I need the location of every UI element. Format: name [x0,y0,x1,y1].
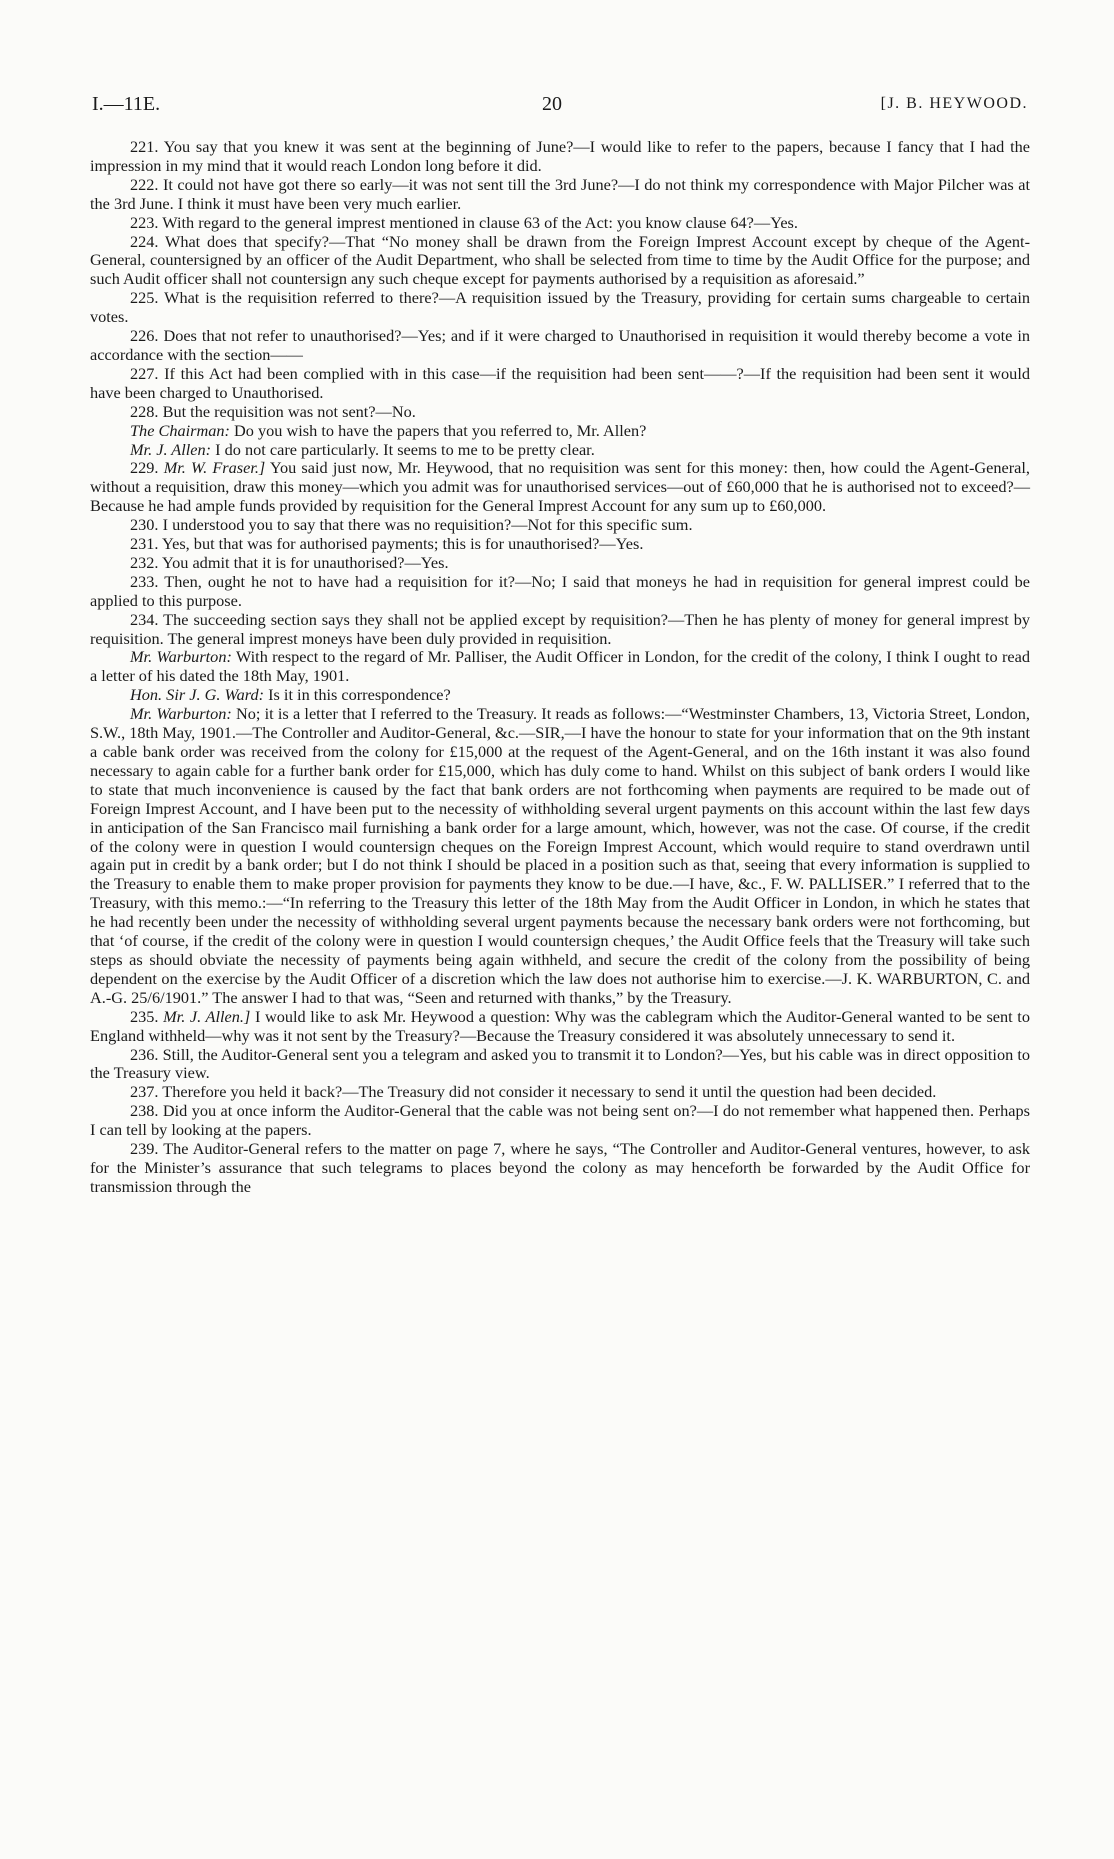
paragraph: 239. The Auditor-General refers to the matter on page 7, where he says, “The Controller and Auditor-General ventures, however, to ask for the Minister’s assurance that such telegrams to places beyond the colony as may henceforth be forwarded by the Audit Office for transmission through the [90,1139,1031,1196]
page-number: 20 [542,93,562,115]
paragraph: 222. It could not have got there so early—it was not sent till the 3rd June?—I do not think my correspondence with Major Pilcher was at the 3rd June. I think it must have been very much earlier. [90,174,1030,213]
paragraph: 235. Mr. J. Allen.] I would like to ask Mr. Heywood a question: Why was the cablegram which the Auditor-General wanted to be sent to England withheld—why was it not sent by the Treasury?—Because the Treasury considered it was absolutely unnecessary to send it. [90,1006,1030,1045]
paragraph: 238. Did you at once inform the Auditor-General that the cable was not being sent on?—I do not remember what happened then. Perhaps I can tell by looking at the papers. [90,1101,1030,1140]
paragraph: Mr. J. Allen: I do not care particularly. It seems to me to be pretty clear. [130,439,595,459]
paragraph: 225. What is the requisition referred to there?—A requisition issued by the Treasury, providing for certain sums chargeable to certain votes. [90,288,1031,327]
paragraph: 223. With regard to the general imprest mentioned in clause 63 of the Act: you know clause 64?—Yes. [130,212,798,232]
paragraph: 233. Then, ought he not to have had a requisition for it?—No; I said that moneys he had in requisition for general imprest could be applied to this purpose. [90,571,1030,610]
paragraph: 221. You say that you knew it was sent at the beginning of June?—I would like to refer to the papers, because I fancy that I had the impression in my mind that it would reach London long before it did. [90,137,1030,175]
paragraph: 234. The succeeding section says they shall not be applied except by requisition?—Then he has plenty of money for general imprest by requisition. The general imprest moneys have been duly provided in requisition. [90,609,1030,648]
paragraph: 229. Mr. W. Fraser.] You said just now, Mr. Heywood, that no requisition was sent for this money: then, how could the Agent-General, without a requisition, draw this money—which you admit was for unauthorised services—out of £60,000 that he is authorised not to exceed?—Because he had ample funds provided by requisition for the General Imprest Account for any sum up to £60,000. [90,458,1030,516]
page-header [88,92,1028,122]
speaker-label: Mr. W. Fraser.] [163,458,266,478]
paragraph: 230. I understood you to say that there was no requisition?—Not for this specific sum. [130,515,693,535]
paragraph: 226. Does that not refer to unauthorised?—Yes; and if it were charged to Unauthorised in requisition it would thereby become a vote in accordance with the section—— [90,326,1030,364]
paragraph: Mr. Warburton: With respect to the regard of Mr. Palliser, the Audit Officer in London, for the credit of the colony, I think I ought to read a letter of his dated the 18th May, 1901. [90,647,1030,686]
speaker-label: Mr. Warburton: [130,704,232,724]
paragraph: Mr. Warburton: No; it is a letter that I referred to the Treasury. It reads as follows:—“Westminster Chambers, 13, Victoria Street, London, S.W., 18th May, 1901.—The Controller and Auditor-General, &c.—SIR,—I have the honour to state for your information that on the 9th instant a cable bank order was received from the colony for £15,000 at the request of the Agent-General, and on the 16th instant it was also found necessary to again cable for a further bank order for £15,000, which has duly come to hand. Whilst on this subject of bank orders I would like to state that much inconvenience is caused by the fact that bank orders are not forthcoming when payments are required to be made out of Foreign Imprest Account, and I have been put to the necessity of withholding several urgent payments on this account within the last few days in anticipation of the San Francisco mail furnishing a bank order for a large amount, which, however, was not the case. Of course, if the credit of the colony were in question I would countersign cheques on the Foreign Imprest Account, which would require to stand overdrawn until again put in credit by a bank order; but I do not think I should be placed in a position such as that, seeing that every information is supplied to the Treasury to enable them to make proper provision for payments they know to be due.—I have, &c., F. W. PALLISER.” I referred that to the Treasury, with this memo.:—“In referring to the Treasury this letter of the 18th May from the Audit Officer in London, in which he states that he had recently been under the necessity of withholding several urgent payments because the necessary bank orders were not forthcoming, but that ‘of course, if the credit of the colony were in question I would countersign cheques,’ the Audit Office feels that the Treasury will take such steps as should obviate the necessity of payments being again withheld, and secure the credit of the colony from the possibility of being dependent on the exercise by the Audit Officer of a discretion which the law does not authorise him to exercise.—J. K. WARBURTON, C. and A.-G. 25/6/1901.” The answer I had to that was, “Seen and returned with thanks,” by the Treasury. [90,704,1030,1007]
paragraph: 236. Still, the Auditor-General sent you a telegram and asked you to transmit it to London?—Yes, but his cable was in direct opposition to the Treasury view. [90,1044,1030,1083]
paragraph: 232. You admit that it is for unauthorised?—Yes. [130,552,449,572]
paragraph: The Chairman: Do you wish to have the papers that you referred to, Mr. Allen? [130,420,647,440]
paragraph: 228. But the requisition was not sent?—No. [130,401,416,421]
paragraph: 224. What does that specify?—That “No money shall be drawn from the Foreign Imprest Account except by cheque of the Agent-General, countersigned by an officer of the Audit Department, who shall be selected from time to time by the Audit Office for the purpose; and such Audit officer shall not countersign any such cheque except for payments authorised by a requisition as aforesaid.” [90,231,1030,289]
speaker-label: Mr. Warburton: [130,647,232,667]
paragraph: 227. If this Act had been complied with in this case—if the requisition had been sent——?—If the requisition had been sent it would have been charged to Unauthorised. [90,363,1030,402]
speaker-label: Hon. Sir J. G. Ward: [130,685,265,705]
speaker-label: The Chairman: [130,420,230,440]
speaker-label: Mr. J. Allen: [130,439,212,459]
document-reference: I.—11E. [92,93,161,115]
witness-name: [J. B. HEYWOOD. [880,95,1028,112]
transcript-body [90,138,1030,1197]
paragraph: Hon. Sir J. G. Ward: Is it in this correspondence? [130,685,451,705]
paragraph: 237. Therefore you held it back?—The Treasury did not consider it necessary to send it until the question had been decided. [130,1082,937,1102]
paragraph: 231. Yes, but that was for authorised payments; this is for unauthorised?—Yes. [130,534,644,554]
speaker-label: Mr. J. Allen.] [163,1006,251,1026]
